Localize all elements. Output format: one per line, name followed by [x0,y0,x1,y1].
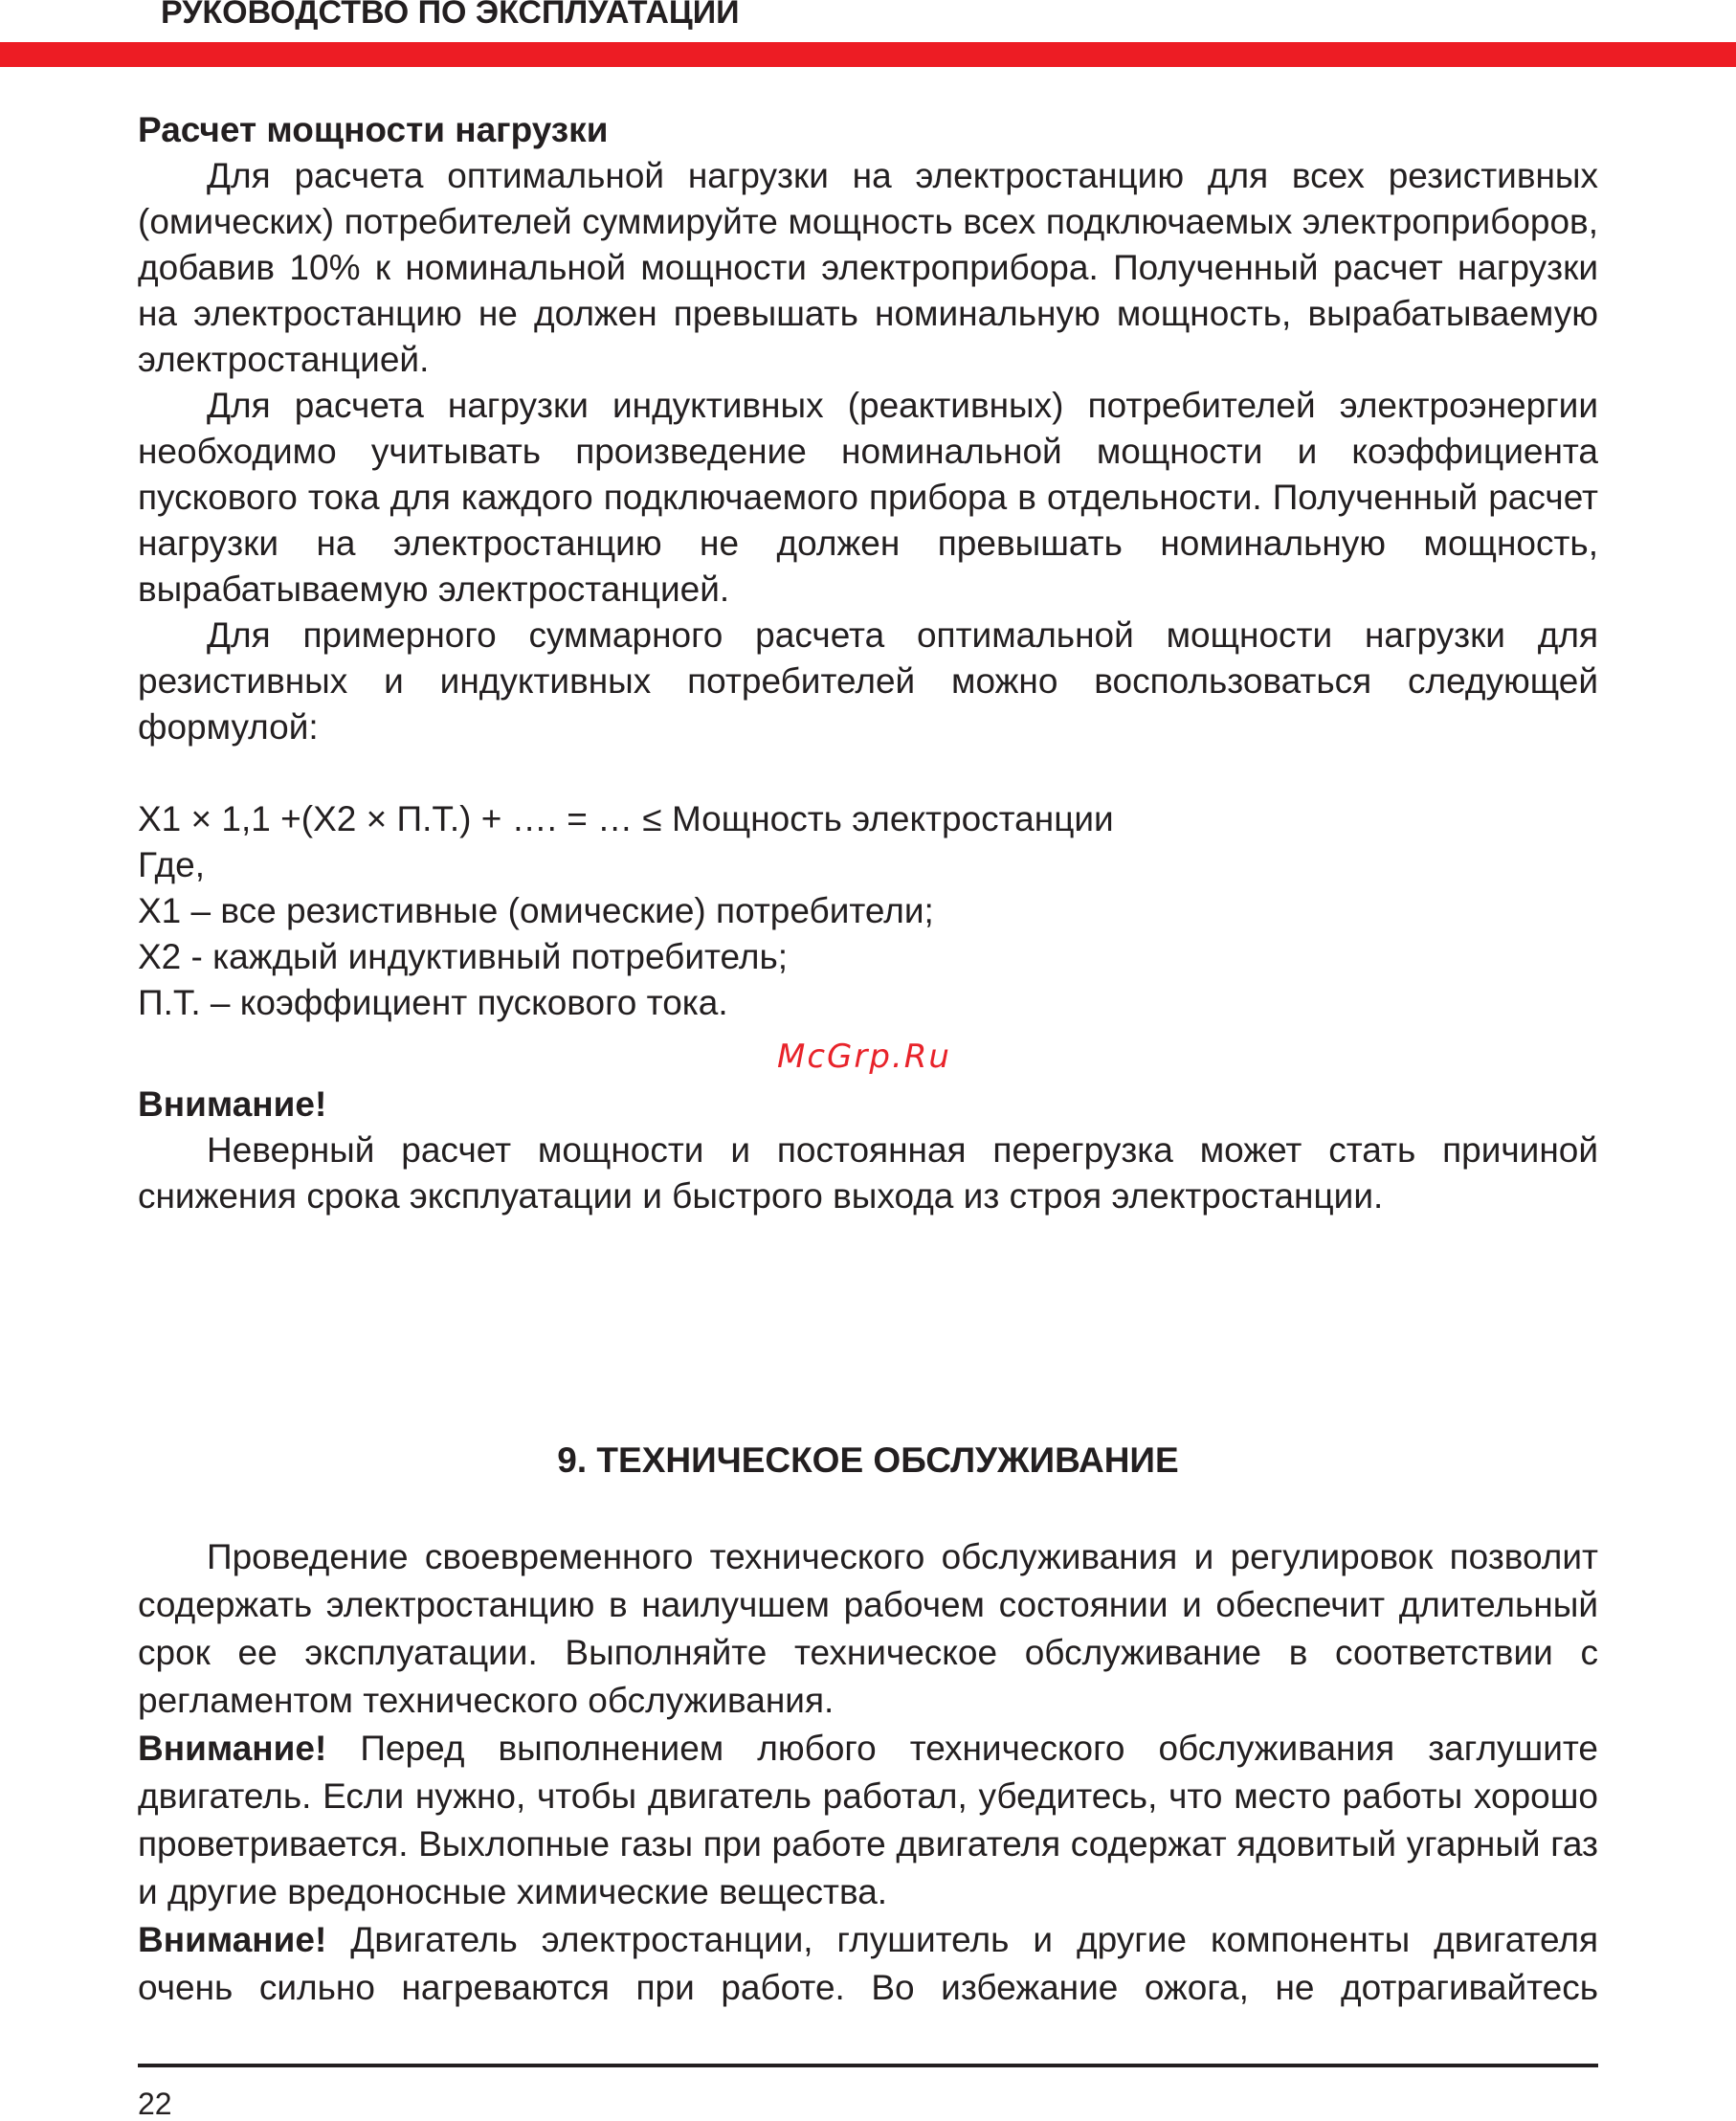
section-9-warning-1 [138,1725,1598,1916]
watermark: McGrp.Ru [777,1038,951,1076]
warning-title: Внимание! [138,1084,327,1124]
warning-1-text: Перед выполнением любого технического обслуживания заглушите двигатель. Если нужно, чтобы двигатель работал, убедитесь, что место работы хорошо проветривается. Выхлопные газы при работе двигателя содержат ядовитый угарный газ и другие вредоносные химические вещества. [138,1729,1598,1911]
paragraph-resistive: Для расчета оптимальной нагрузки на электростанцию для всех резистивных (омических) потребителей суммируйте мощность всех подключаемых электроприборов, добавив 10% к номинальной мощности электроприбора. Полученный расчет нагрузки на электростанцию не должен превышать номинальную мощность, вырабатываемую электростанцией. [138,156,1598,379]
warning-text: Неверный расчет мощности и постоянная перегрузка может стать причиной снижения срока эксплуатации и быстрого выхода из строя электростанции. [138,1130,1598,1216]
paragraph-inductive: Для расчета нагрузки индуктивных (реактивных) потребителей электроэнергии необходимо учитывать произведение номинальной мощности и коэффициента пускового тока для каждого подключаемого прибора в отдельности. Полученный расчет нагрузки на электростанцию не должен превышать номинальную мощность, вырабатываемую электростанцией. [138,386,1598,609]
warning-1-label: Внимание! [138,1729,327,1768]
running-header: РУКОВОДСТВО ПО ЭКСПЛУАТАЦИИ [161,0,740,31]
formula-where: Где, [138,845,206,884]
load-calc-heading: Расчет мощности нагрузки [138,110,609,149]
definition-x1: X1 – все резистивные (омические) потребители; [138,891,934,930]
section-9-title: 9. ТЕХНИЧЕСКОЕ ОБСЛУЖИВАНИЕ [557,1440,1179,1480]
formula: X1 × 1,1 +(X2 × П.Т.) + …. = … ≤ Мощность электростанции [138,799,1114,838]
page-number: 22 [138,2087,172,2121]
section-9-body [138,1533,1598,2012]
paragraph-formula-intro: Для примерного суммарного расчета оптимальной мощности нагрузки для резистивных и индуктивных потребителей можно воспользоваться следующей формулой: [138,615,1598,747]
footer-rule [138,2064,1598,2067]
definition-x2: X2 - каждый индуктивный потребитель; [138,937,789,976]
warning-2-text: Двигатель электростанции, глушитель и другие компоненты двигателя очень сильно нагреваются при работе. Во избежание ожога, не дотрагивайтесь [138,1920,1598,2007]
section-9-warning-2 [138,1916,1598,2012]
section-9-intro: Проведение своевременного технического обслуживания и регулировок позволит содержать электростанцию в наилучшем рабочем состоянии и обеспечит длительный срок ее эксплуатации. Выполняйте техническое обслуживание в соответствии с регламентом технического обслуживания. [138,1537,1598,1720]
warning-2-label: Внимание! [138,1920,327,1959]
definition-pt: П.Т. – коэффициент пускового тока. [138,983,728,1022]
header-accent-band [0,42,1736,67]
formula-block [138,796,1598,1026]
